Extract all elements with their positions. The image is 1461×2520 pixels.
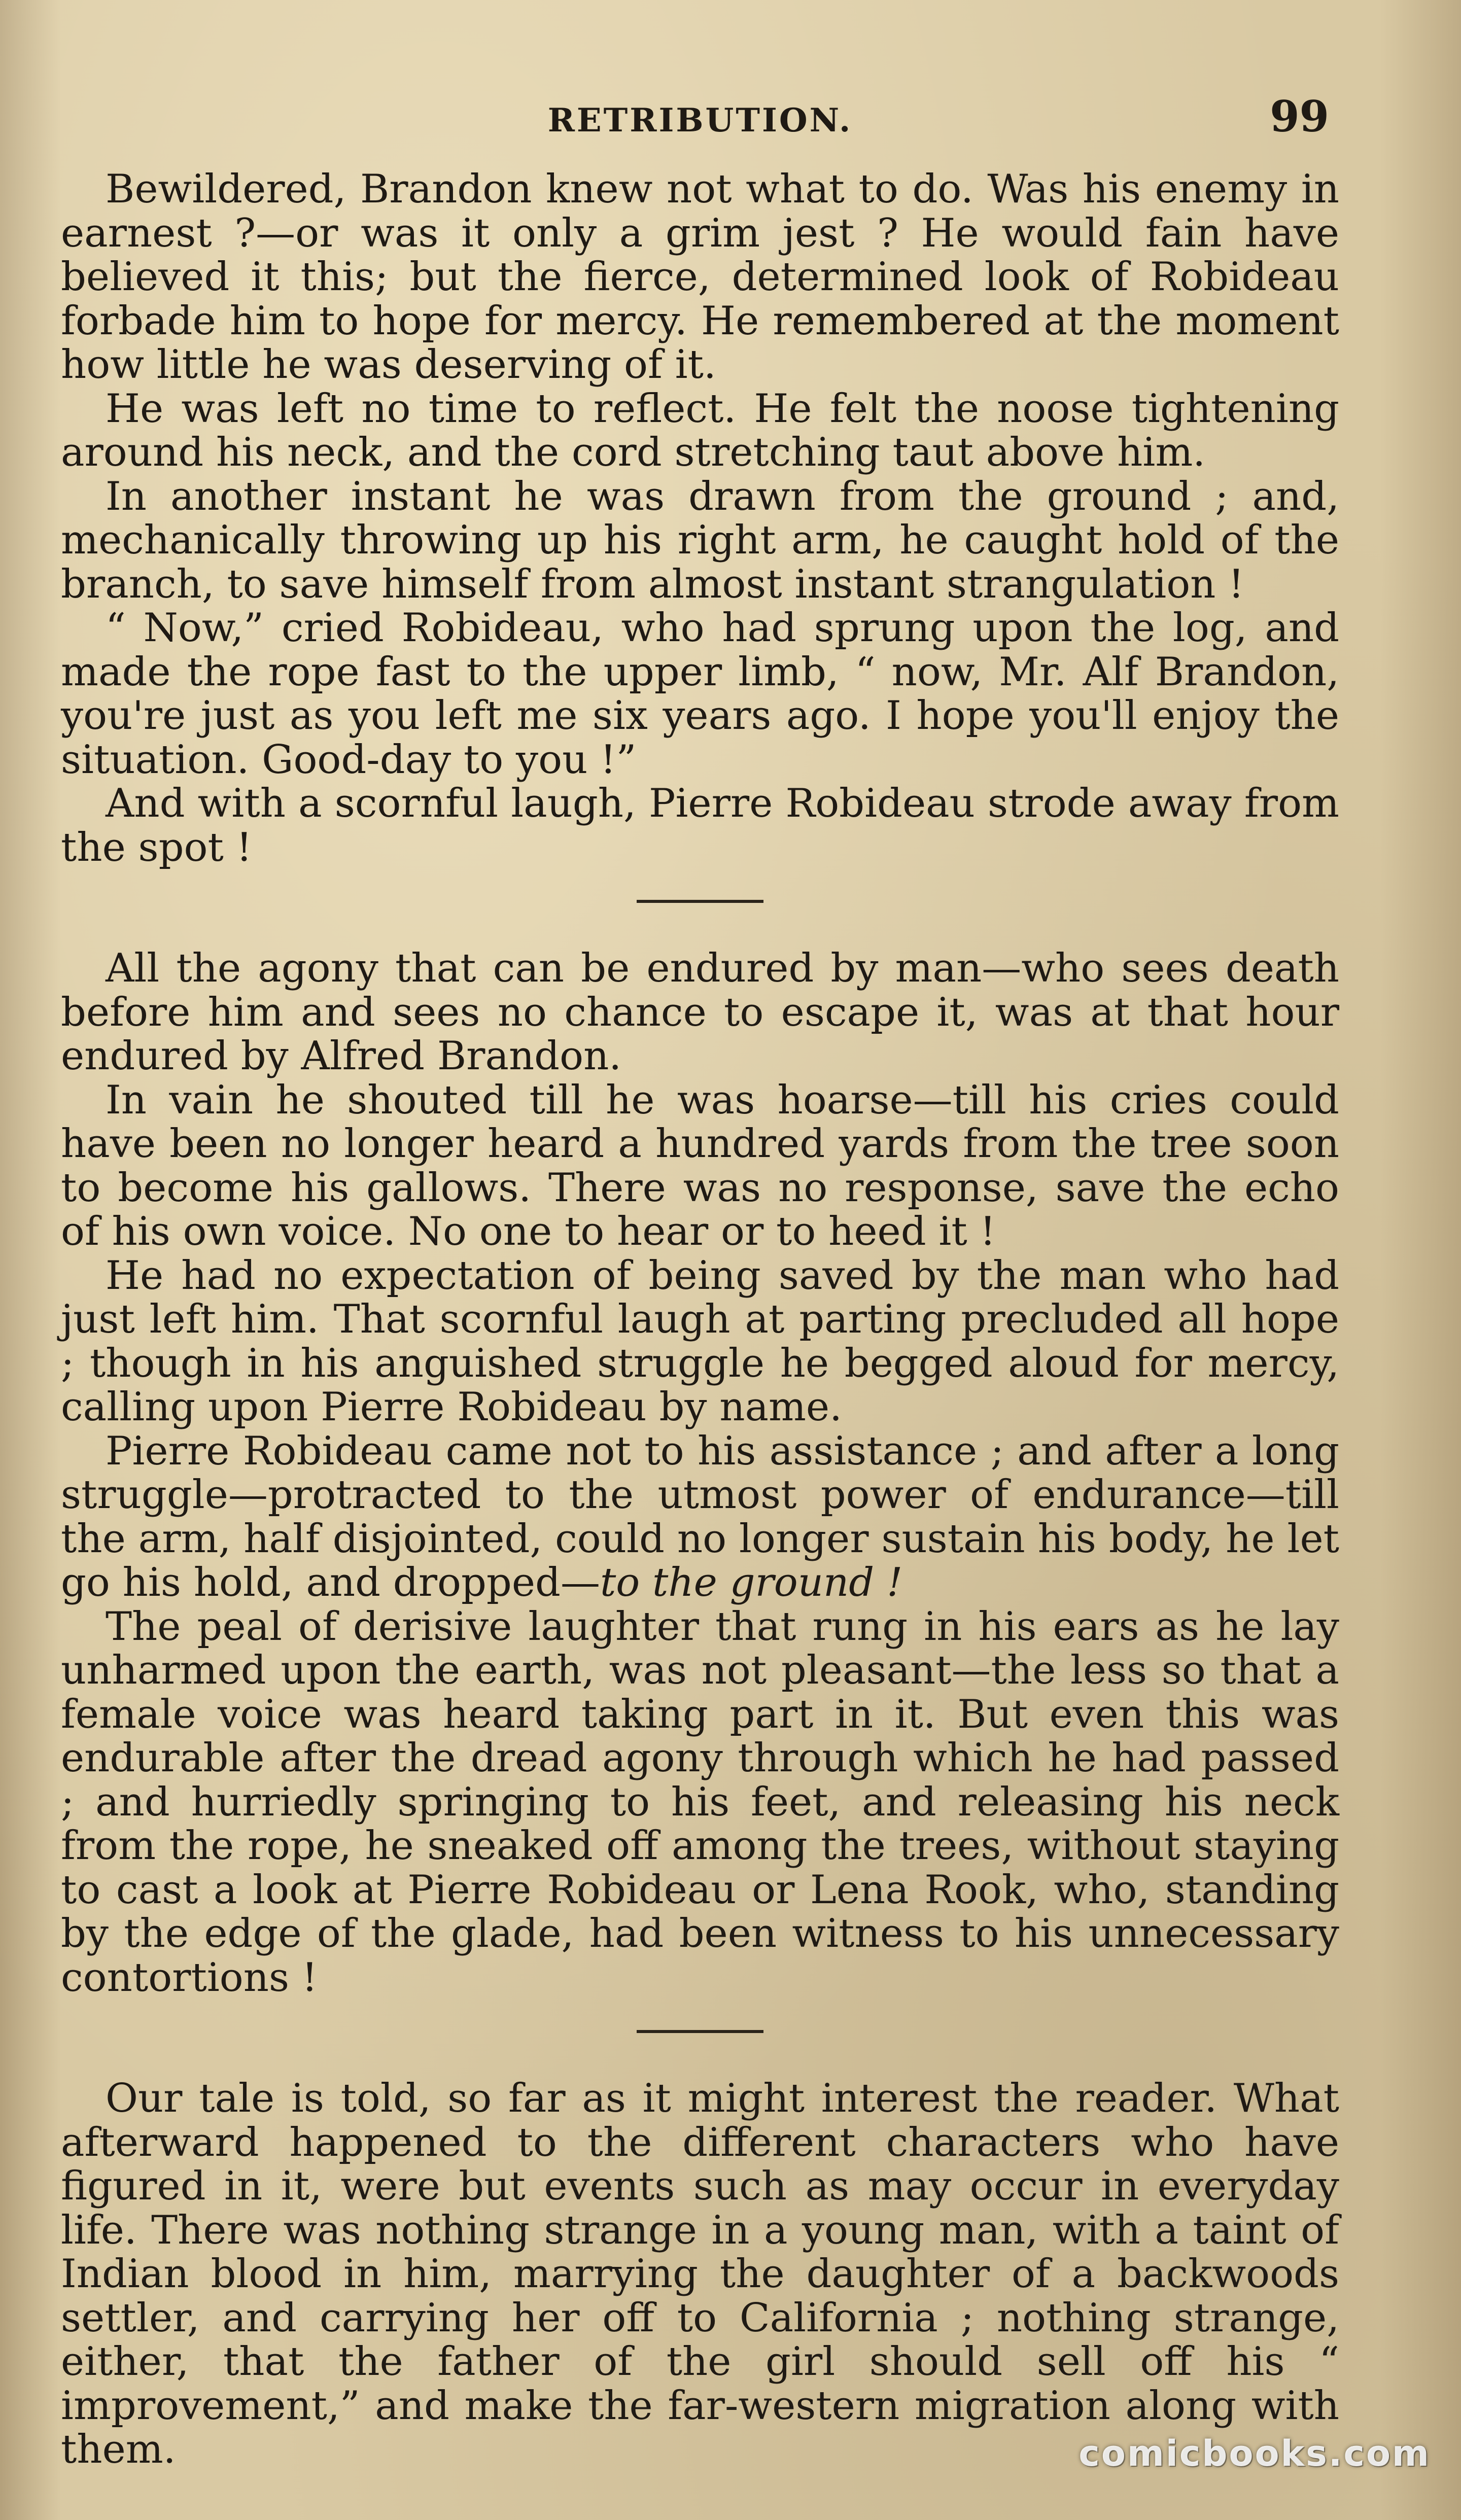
paragraph: In vain he shouted till he was hoarse—till his cries could have been no longer heard a hundred yards from the tree soon to become his gallows. There was no response, save the echo of his own voice. No one to hear or to heed it ! xyxy=(61,1077,1339,1254)
paragraph-text: Pierre Robideau came not to his assistance ; and after a long struggle—protracted to the utmost power of endurance—till the arm, half disjointed, could no longer sustain his body, he let go his hold, and dropped— xyxy=(61,1428,1339,1605)
page-body xyxy=(61,167,1339,2472)
italic-emphasis: to the ground ! xyxy=(600,1560,903,1605)
section-divider xyxy=(637,900,763,903)
watermark: comicbooks.com xyxy=(1079,2433,1431,2474)
paragraph: And with a scornful laugh, Pierre Robideau strode away from the spot ! xyxy=(61,781,1339,870)
page-header xyxy=(61,86,1339,167)
running-head: RETRIBUTION. xyxy=(547,101,853,139)
paragraph: “ Now,” cried Robideau, who had sprung upon the log, and made the rope fast to the upper limb, “ now, Mr. Alf Brandon, you're just as you left me six years ago. I hope you'll enjoy the situation. Good-day to you !” xyxy=(61,605,1339,783)
paragraph xyxy=(61,1429,1339,1605)
book-page xyxy=(61,86,1339,2472)
page-number: 99 xyxy=(1270,91,1329,142)
paragraph: All the agony that can be endured by man—who sees death before him and sees no chance to escape it, was at that hour endured by Alfred Brandon. xyxy=(61,946,1339,1079)
section-divider xyxy=(637,2030,763,2033)
paragraph: In another instant he was drawn from the ground ; and, mechanically throwing up his right arm, he caught hold of the branch, to save himself from almost instant strangulation ! xyxy=(61,473,1339,607)
paragraph: Our tale is told, so far as it might interest the reader. What afterward happened to the different characters who have figured in it, were but events such as may occur in everyday life. There was nothing strange in a young man, with a taint of Indian blood in him, marrying the daughter of a backwoods settler, and carrying her off to California ; nothing strange, either, that the father of the girl should sell off his “ improvement,” and make the far-western migration along with them. xyxy=(61,2076,1339,2472)
paragraph: He had no expectation of being saved by the man who had just left him. That scornful laugh at parting precluded all hope ; though in his anguished struggle he begged aloud for mercy, calling upon Pierre Robideau by name. xyxy=(61,1252,1339,1430)
paragraph: He was left no time to reflect. He felt the noose tightening around his neck, and the cord stretching taut above him. xyxy=(61,386,1339,475)
paragraph: The peal of derisive laughter that rung in his ears as he lay unharmed upon the earth, was not pleasant—the less so that a female voice was heard taking part in it. But even this was endurable after the dread agony through which he had passed ; and hurriedly springing to his feet, and releasing his neck from the rope, he sneaked off among the trees, without staying to cast a look at Pierre Robideau or Lena Rook, who, standing by the edge of the glade, had been witness to his unnecessary contortions ! xyxy=(61,1603,1339,2001)
paragraph: Bewildered, Brandon knew not what to do. Was his enemy in earnest ?—or was it only a grim jest ? He would fain have believed it this; but the fierce, determined look of Robideau forbade him to hope for mercy. He remembered at the moment how little he was deserving of it. xyxy=(61,166,1339,388)
